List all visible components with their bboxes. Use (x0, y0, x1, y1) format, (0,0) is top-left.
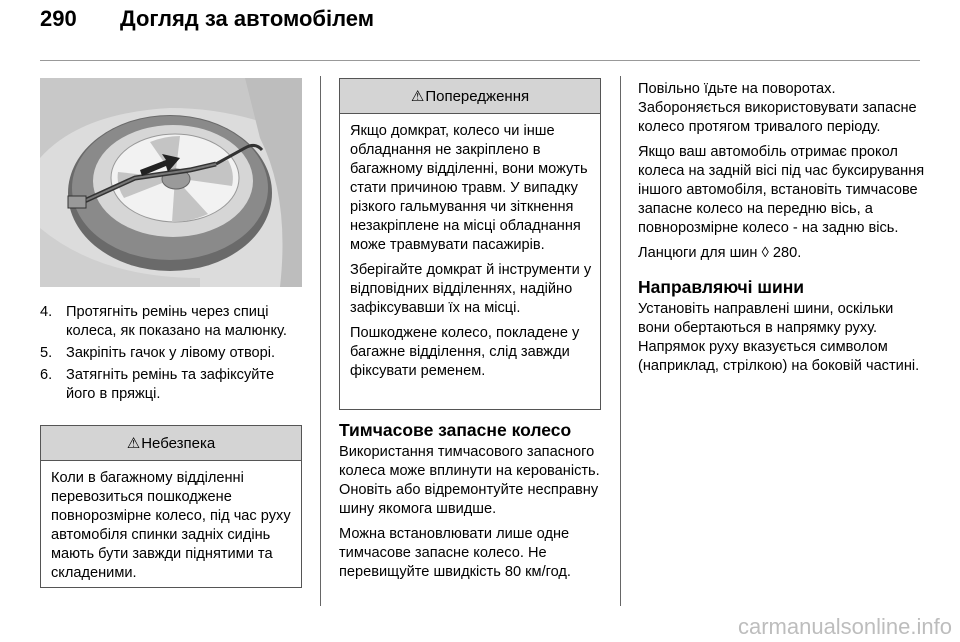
warning-box-paragraph: Якщо домкрат, колесо чи інше обладнання не закріплено в багажному відділенні, вони можуть стати причиною травм. У випадку різкого гальмування чи зіткнення незакріплене на місці обладнання може травмувати пасажирів. (350, 123, 588, 253)
list-item (40, 344, 305, 363)
warning-box-title: Попередження (425, 87, 530, 105)
danger-box (40, 425, 302, 588)
step-number: 4. (40, 304, 53, 320)
column-separator (620, 76, 621, 606)
chains-reference-page: 280. (772, 245, 802, 261)
danger-box-header (41, 426, 301, 461)
danger-box-text: Коли в багажному відділенні перевозиться пошкоджене повнорозмірне колесо, під час руху автомобіля спинки задніх сидінь мають бути завжди піднятими та складеними. (51, 470, 291, 581)
warning-box-paragraph: Зберігайте домкрат й інструменти у відповідних відділеннях, надійно зафіксувавши їх на місці. (350, 262, 592, 316)
warning-box (339, 78, 601, 410)
page-number: 290 (40, 6, 77, 31)
paragraph: Установіть направлені шини, оскільки вони обертаються в напрямку руху. Напрямок руху вказується символом (наприклад, стрілкою) на боковій частині. (638, 301, 920, 374)
watermark: carmanualsonline.info (737, 614, 952, 639)
warning-triangle-icon: ⚠ (126, 435, 141, 452)
spare-wheel-illustration (40, 78, 302, 287)
list-item (40, 366, 305, 404)
paragraph: Можна встановлювати лише одне тимчасове запасне колесо. Не перевищуйте швидкість 80 км/год. (339, 526, 571, 580)
right-column (638, 80, 928, 382)
step-text: Закріпіть гачок у лівому отворі. (66, 345, 276, 361)
column-separator (320, 76, 321, 606)
page-reference-icon: ◊ (761, 245, 769, 261)
step-number: 5. (40, 345, 53, 361)
chains-reference[interactable] (638, 244, 928, 263)
warning-box-header (340, 79, 600, 114)
section-heading: Направляючі шини (638, 277, 805, 297)
header-rule (40, 60, 920, 61)
warning-triangle-icon: ⚠ (410, 88, 425, 105)
list-item (40, 303, 305, 341)
temp-spare-section (339, 420, 605, 588)
step-list (40, 303, 305, 407)
warning-box-paragraph: Пошкоджене колесо, покладене у багажне відділення, слід завжди фіксувати ременем. (350, 325, 580, 379)
page-title: Догляд за автомобілем (120, 6, 375, 31)
danger-box-title: Небезпека (141, 434, 216, 452)
paragraph: Якщо ваш автомобіль отримає прокол колеса на задній вісі під час буксирування іншого автомобіля, встановіть тимчасове запасне колесо на передню вісь, а повнорозмірне колесо - на задню вісь. (638, 144, 925, 236)
chains-reference-text: Ланцюги для шин (638, 245, 758, 261)
step-text: Затягніть ремінь та зафіксуйте його в пряжці. (66, 367, 275, 402)
section-heading: Тимчасове запасне колесо (339, 420, 572, 440)
step-number: 6. (40, 367, 53, 383)
paragraph: Використання тимчасового запасного колеса може вплинути на керованість. Оновіть або відремонтуйте несправну шину якомога швидше. (339, 444, 600, 517)
step-text: Протягніть ремінь через спиці колеса, як показано на малюнку. (66, 304, 287, 339)
paragraph: Повільно їдьте на поворотах. Забороняється використовувати запасне колесо протягом тривалого періоду. (638, 81, 917, 135)
